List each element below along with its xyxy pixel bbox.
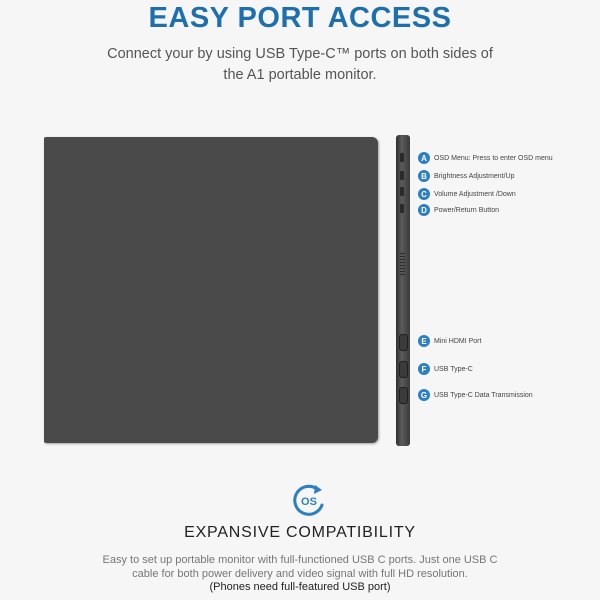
usb-c-data-port bbox=[399, 387, 408, 404]
callout-usb-c bbox=[418, 363, 473, 375]
callout-label: OSD Menu: Press to enter OSD menu bbox=[434, 154, 553, 162]
compatibility-title: EXPANSIVE COMPATIBILITY bbox=[184, 524, 416, 541]
callout-badge: C bbox=[418, 188, 430, 200]
callout-brightness bbox=[418, 170, 515, 182]
usb-c-port bbox=[399, 361, 408, 378]
power-button bbox=[400, 204, 404, 213]
callout-osd-menu bbox=[418, 152, 553, 164]
callout-badge: D bbox=[418, 204, 430, 216]
callout-badge: G bbox=[418, 389, 430, 401]
mini-hdmi-port bbox=[399, 334, 408, 351]
speaker-vent bbox=[400, 253, 405, 275]
os-icon-text: OS bbox=[301, 496, 317, 508]
page-subtitle: Connect your by using USB Type-C™ ports on both sides of the A1 portable monitor. bbox=[107, 46, 493, 83]
callout-volume bbox=[418, 188, 516, 200]
callout-label: Volume Adjustment /Down bbox=[434, 190, 516, 198]
callout-mini-hdmi bbox=[418, 335, 481, 347]
callout-label: Mini HDMI Port bbox=[434, 337, 482, 345]
volume-button bbox=[400, 187, 404, 196]
callout-label: USB Type-C Data Transmission bbox=[434, 391, 533, 399]
callout-label: USB Type-C bbox=[434, 365, 473, 373]
callout-badge: A bbox=[418, 152, 430, 164]
os-compatibility-icon bbox=[291, 483, 327, 524]
page-title: EASY PORT ACCESS bbox=[148, 2, 452, 34]
compatibility-description-text: Easy to set up portable monitor with full-functioned USB C ports. Just one USB C cable for both power delivery and video signal with full HD resolution. bbox=[102, 554, 498, 580]
compatibility-description bbox=[90, 554, 510, 595]
brightness-button bbox=[400, 171, 404, 180]
callout-usb-c-data bbox=[418, 389, 533, 401]
monitor-side-profile bbox=[396, 135, 410, 446]
monitor-screen bbox=[44, 137, 378, 443]
callout-label: Brightness Adjustment/Up bbox=[434, 172, 515, 180]
osd-button bbox=[400, 153, 404, 162]
callout-badge: F bbox=[418, 363, 430, 375]
callout-power bbox=[418, 204, 499, 216]
callout-badge: E bbox=[418, 335, 430, 347]
compatibility-note: (Phones need full-featured USB port) bbox=[209, 581, 391, 593]
callout-badge: B bbox=[418, 170, 430, 182]
callout-label: Power/Return Button bbox=[434, 206, 499, 214]
